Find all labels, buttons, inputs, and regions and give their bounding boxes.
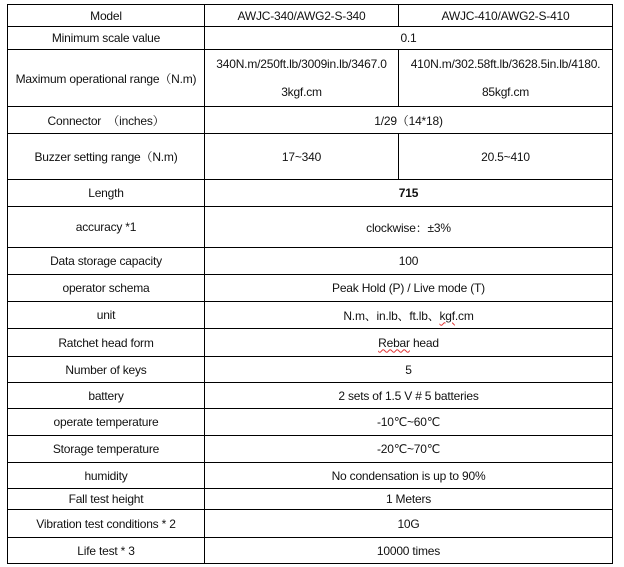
row-label: Fall test height: [8, 489, 205, 510]
row-label: unit: [8, 302, 205, 329]
row-label: Connector （inches）: [8, 107, 205, 134]
row-value: -20℃~70℃: [205, 436, 613, 463]
row-value: 1/29（14*18): [205, 107, 613, 134]
row-label: Data storage capacity: [8, 248, 205, 275]
unit-prefix: N.m、in.lb、ft.lb、: [343, 308, 440, 323]
row-label: Ratchet head form: [8, 329, 205, 357]
head-suffix: head: [409, 335, 439, 350]
spec-table: [7, 4, 613, 564]
row-label: operate temperature: [8, 409, 205, 436]
value-a-line1: 340N.m/250ft.lb/3009in.lb/3467.0: [216, 57, 387, 71]
row-value-a: 17~340: [205, 134, 399, 180]
spellcheck-flagged-word: kgf: [439, 308, 455, 323]
model-a: AWJC-340/AWG2-S-340: [205, 5, 399, 27]
row-label: Model: [8, 5, 205, 27]
table-row-humidity: [8, 463, 613, 489]
table-row-length: [8, 180, 613, 207]
table-row-unit: [8, 302, 613, 329]
row-value: 5: [205, 357, 613, 383]
table-row-life-test: [8, 538, 613, 564]
row-label: Life test * 3: [8, 538, 205, 564]
table-row-connector: [8, 107, 613, 134]
table-row-keys: [8, 357, 613, 383]
table-row-model: [8, 5, 613, 27]
row-label: Length: [8, 180, 205, 207]
row-label: Minimum scale value: [8, 27, 205, 50]
table-row-max-range: [8, 50, 613, 107]
value-b-line2: 85kgf.cm: [481, 85, 530, 99]
table-row-data-storage: [8, 248, 613, 275]
table-row-vibration-test: [8, 510, 613, 538]
row-label: Storage temperature: [8, 436, 205, 463]
row-label: battery: [8, 383, 205, 409]
row-label: operator schema: [8, 275, 205, 302]
row-value: Peak Hold (P) / Live mode (T): [205, 275, 613, 302]
table-row-operator-schema: [8, 275, 613, 302]
spellcheck-flagged-word: Rebar: [378, 335, 410, 350]
row-value-a: [205, 50, 399, 107]
unit-suffix: .cm: [454, 308, 474, 323]
row-value: No condensation is up to 90%: [205, 463, 613, 489]
row-value-b: [399, 50, 613, 107]
table-row-ratchet-head: [8, 329, 613, 357]
row-value: [205, 302, 613, 329]
row-label: Maximum operational range（N.m): [8, 50, 205, 107]
table-row-battery: [8, 383, 613, 409]
row-value: clockwise：±3%: [205, 207, 613, 248]
value-a-line2: 3kgf.cm: [281, 85, 322, 99]
row-label: Vibration test conditions * 2: [8, 510, 205, 538]
model-b: AWJC-410/AWG2-S-410: [399, 5, 613, 27]
table-row-storage-temp: [8, 436, 613, 463]
table-row-min-scale: [8, 27, 613, 50]
table-row-buzzer-range: [8, 134, 613, 180]
row-value: 10000 times: [205, 538, 613, 564]
row-value: 0.1: [205, 27, 613, 50]
table-row-fall-test: [8, 489, 613, 510]
row-value: 10G: [205, 510, 613, 538]
row-value: 2 sets of 1.5 V # 5 batteries: [205, 383, 613, 409]
row-label: accuracy *1: [8, 207, 205, 248]
table-row-operate-temp: [8, 409, 613, 436]
table-row-accuracy: [8, 207, 613, 248]
value-b-line1: 410N.m/302.58ft.lb/3628.5in.lb/4180.: [410, 57, 601, 71]
row-value: -10℃~60℃: [205, 409, 613, 436]
row-value: [205, 329, 613, 357]
row-label: humidity: [8, 463, 205, 489]
row-label: Buzzer setting range（N.m): [8, 134, 205, 180]
row-value: 715: [205, 180, 613, 207]
row-value: 1 Meters: [205, 489, 613, 510]
row-value-b: 20.5~410: [399, 134, 613, 180]
row-label: Number of keys: [8, 357, 205, 383]
row-value: 100: [205, 248, 613, 275]
